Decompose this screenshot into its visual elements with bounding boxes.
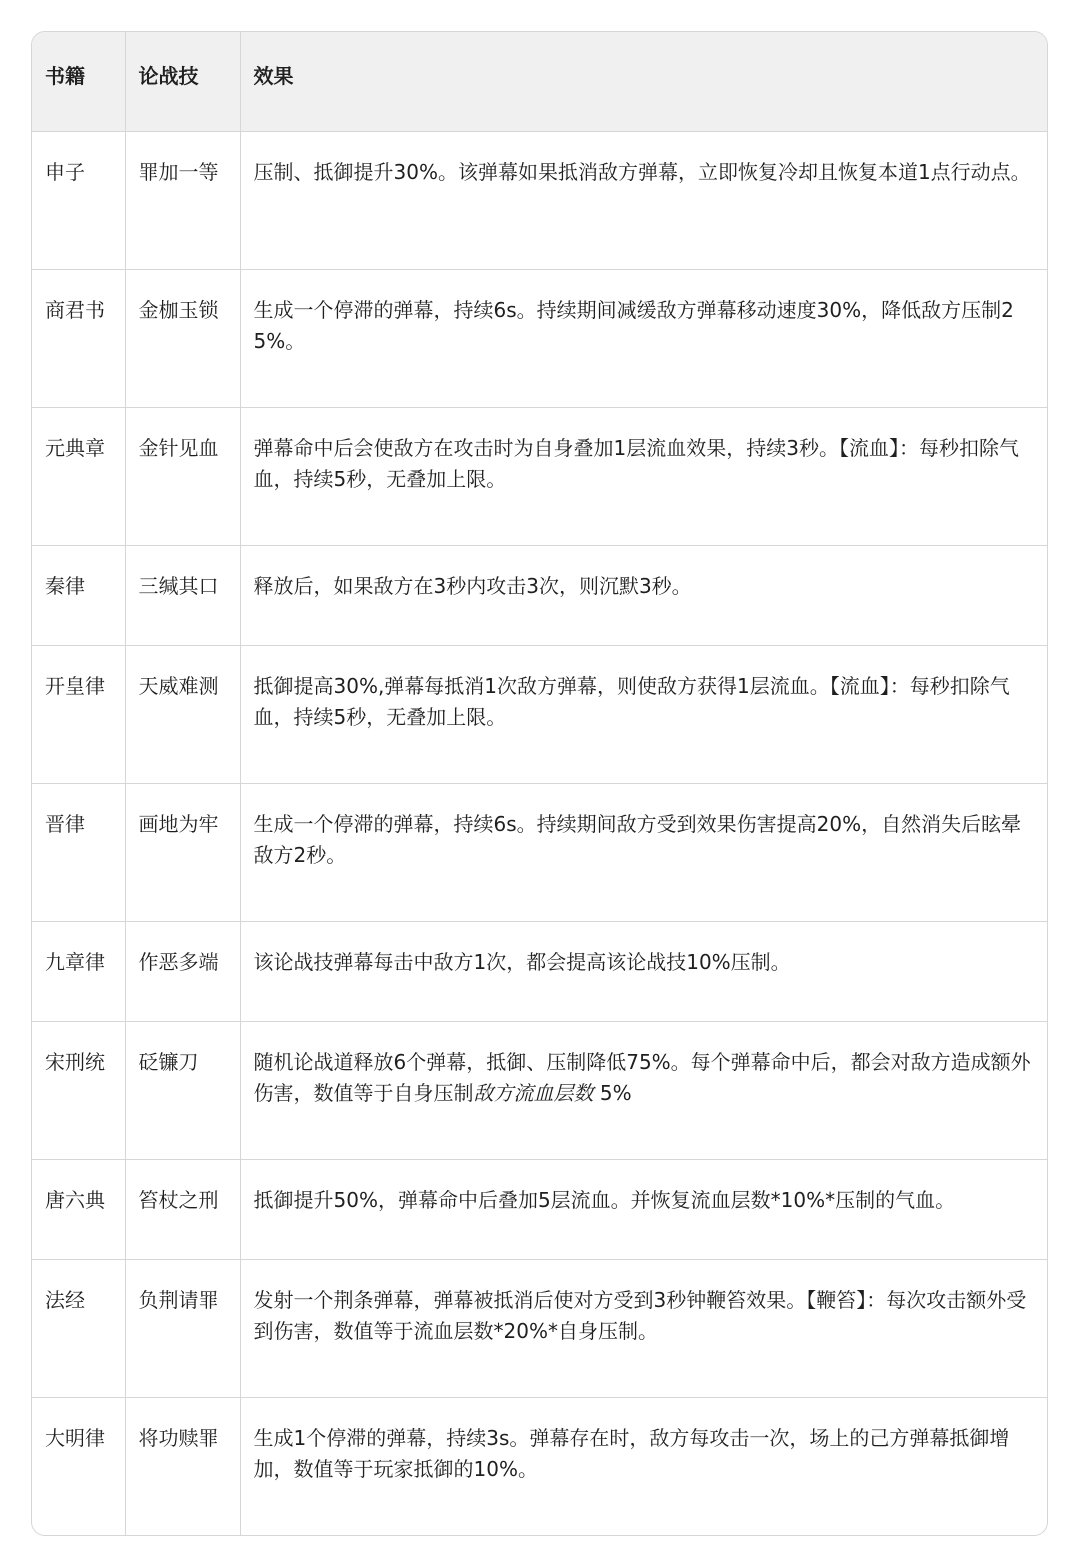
skill-cell: 金枷玉锁: [125, 269, 240, 407]
effect-cell: 生成一个停滞的弹幕，持续6s。持续期间减缓敌方弹幕移动速度30%，降低敌方压制25%。: [240, 269, 1047, 407]
table-row: [32, 783, 1047, 921]
effect-cell: 发射一个荆条弹幕，弹幕被抵消后使对方受到3秒钟鞭笞效果。【鞭笞】：每次攻击额外受到伤害，数值等于流血层数*20%*自身压制。: [240, 1259, 1047, 1397]
skill-cell: 作恶多端: [125, 921, 240, 1021]
effect-cell: 抵御提高30%,弹幕每抵消1次敌方弹幕，则使敌方获得1层流血。【流血】：每秒扣除气血，持续5秒，无叠加上限。: [240, 645, 1047, 783]
table-row: [32, 131, 1047, 269]
effect-cell: 生成一个停滞的弹幕，持续6s。持续期间敌方受到效果伤害提高20%，自然消失后眩晕敌方2秒。: [240, 783, 1047, 921]
book-cell: 开皇律: [32, 645, 125, 783]
book-cell: 申子: [32, 131, 125, 269]
book-cell: 晋律: [32, 783, 125, 921]
effect-cell: 生成1个停滞的弹幕，持续3s。弹幕存在时，敌方每攻击一次，场上的己方弹幕抵御增加，数值等于玩家抵御的10%。: [253, 1425, 1010, 1481]
skill-cell: 画地为牢: [125, 783, 240, 921]
effect-cell: 抵御提升50%，弹幕命中后叠加5层流血。并恢复流血层数*10%*压制的气血。: [240, 1159, 1047, 1259]
skill-cell: 金针见血: [125, 407, 240, 545]
skills-table: [32, 32, 1047, 1535]
book-cell: 元典章: [32, 407, 125, 545]
header-skill: 论战技: [125, 32, 240, 131]
book-cell: 大明律: [32, 1397, 125, 1535]
header-book: 书籍: [32, 32, 125, 131]
skill-cell: 将功赎罪: [125, 1397, 240, 1535]
book-cell: 商君书: [32, 269, 125, 407]
book-cell: 法经: [32, 1259, 125, 1397]
book-cell: 宋刑统: [32, 1021, 125, 1159]
table-row: [32, 545, 1047, 645]
table-row: [32, 1159, 1047, 1259]
table-row: [32, 1021, 1047, 1159]
effect-cell: 释放后，如果敌方在3秒内攻击3次，则沉默3秒。: [240, 545, 1047, 645]
table-row: [32, 921, 1047, 1021]
skill-cell: 负荆请罪: [125, 1259, 240, 1397]
effect-cell: 该论战技弹幕每击中敌方1次，都会提高该论战技10%压制。: [240, 921, 1047, 1021]
skill-cell: 砭镰刀: [125, 1021, 240, 1159]
effect-text: 随机论战道释放6个弹幕，抵御、压制降低75%。每个弹幕命中后，都会对敌方造成额外伤害，数值等于自身压制: [253, 1049, 1031, 1105]
skill-cell: 笞杖之刑: [125, 1159, 240, 1259]
effect-tail-text: 5%: [593, 1080, 632, 1105]
header-effect: 效果: [240, 32, 1047, 131]
skills-table-container: [31, 31, 1048, 1536]
table-row: [32, 645, 1047, 783]
skill-cell: 罪加一等: [125, 131, 240, 269]
skill-cell: 三缄其口: [125, 545, 240, 645]
table-row: [32, 269, 1047, 407]
effect-cell: 弹幕命中后会使敌方在攻击时为自身叠加1层流血效果，持续3秒。【流血】：每秒扣除气血，持续5秒，无叠加上限。: [240, 407, 1047, 545]
table-row: [32, 1397, 1047, 1535]
book-cell: 秦律: [32, 545, 125, 645]
table-row: [32, 1259, 1047, 1397]
effect-cell: 压制、抵御提升30%。该弹幕如果抵消敌方弹幕，立即恢复冷却且恢复本道1点行动点。: [240, 131, 1047, 269]
effect-italic-text: 敌方流血层数: [473, 1080, 594, 1105]
effect-cell: [240, 1021, 1047, 1159]
book-cell: 九章律: [32, 921, 125, 1021]
table-header-row: [32, 32, 1047, 131]
skill-cell: 天威难测: [125, 645, 240, 783]
book-cell: 唐六典: [32, 1159, 125, 1259]
table-row: [32, 407, 1047, 545]
